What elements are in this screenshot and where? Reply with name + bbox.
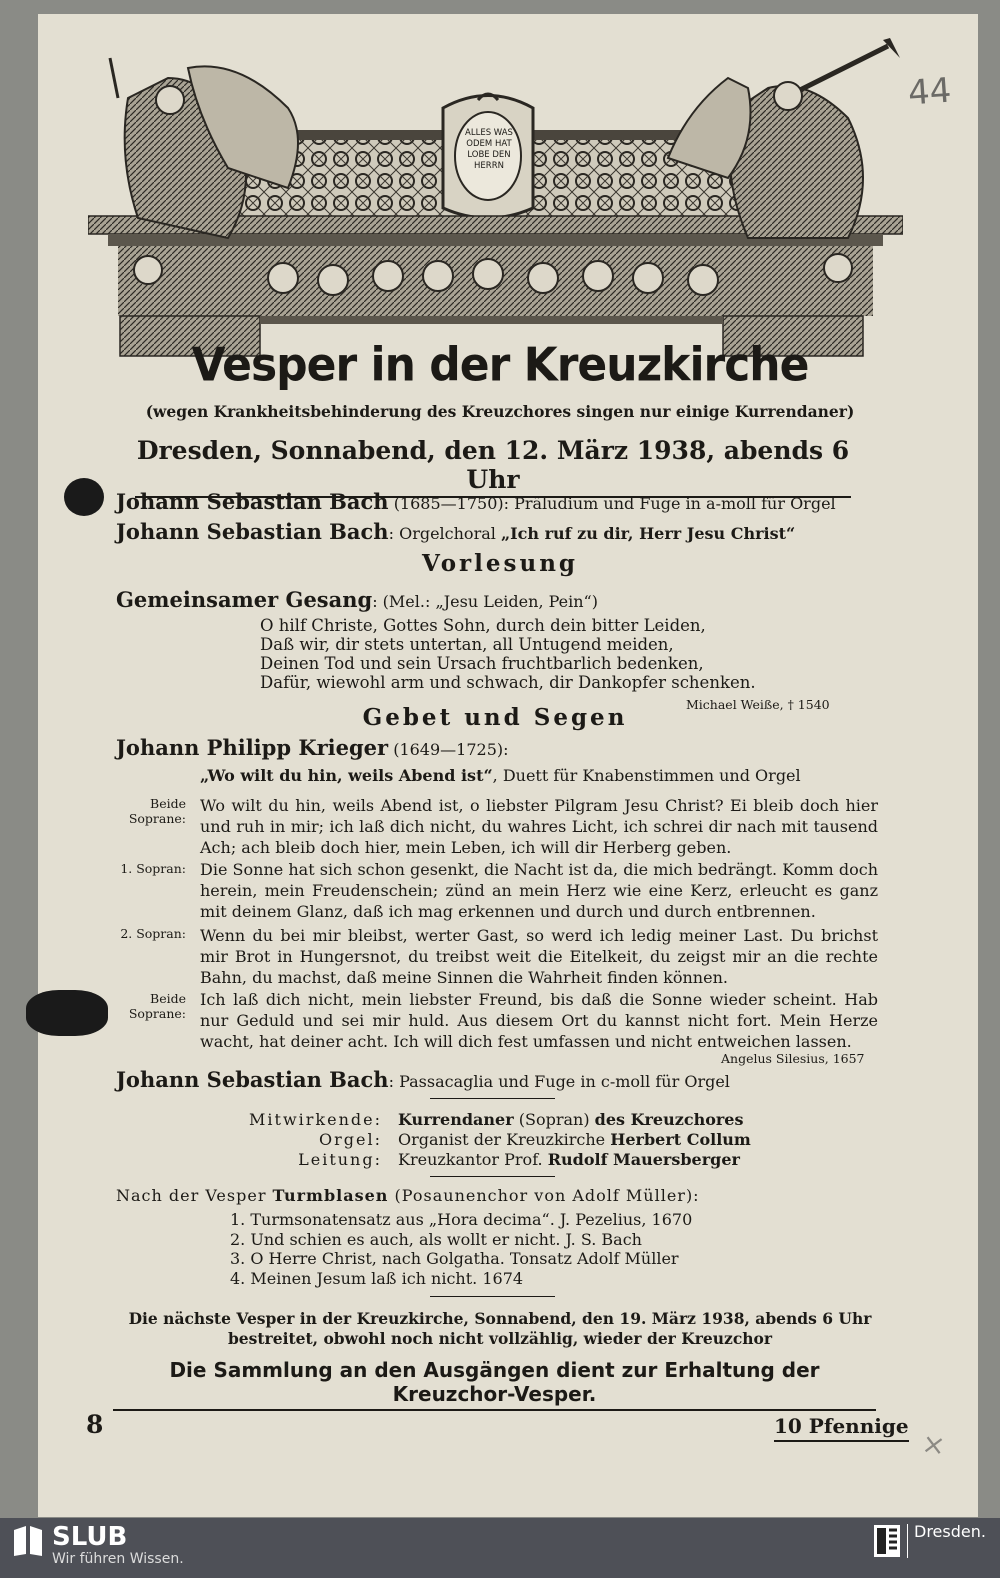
work-title: „Wo wilt du hin, weils Abend ist“ [200,766,493,785]
punch-hole-mark [64,478,104,516]
page-number: 8 [86,1410,104,1439]
hymn-line: Deinen Tod und sein Ursach fruchtbarlich bedenken, [260,654,704,673]
list-item: 1. Turmsonatensatz aus „Hora decima“. J. Pezelius, 1670 [230,1210,693,1229]
hymn-heading: Gemeinsamer Gesang [116,587,373,612]
pencil-cross-mark: × [919,1426,948,1463]
turmblasen-list [230,1210,692,1288]
credit-value [398,1110,743,1129]
intro-text: Nach der Vesper [116,1186,273,1205]
punch-hole-mark [26,990,108,1036]
program-item-krieger [116,735,509,760]
next-vesper-notice [0,1309,1000,1349]
credit-name: Rudolf Mauersberger [547,1150,740,1169]
hymn-line: Dafür, wiewohl arm und schwach, dir Dankopfer schenken. [260,673,756,692]
collection-note: Die Sammlung an den Ausgängen dient zur Erhaltung der Kreuzchor-Vesper. [113,1358,876,1411]
hymn-line: O hilf Christe, Gottes Sohn, durch dein bitter Leiden, [260,616,706,635]
composer-name: Johann Philipp Krieger [116,735,389,760]
verse-label: 2. Sopran: [120,926,186,941]
footer-divider [907,1524,908,1558]
divider [430,1296,555,1297]
credit-note: Kreuzkantor Prof. [398,1150,548,1169]
work-title: „Ich ruf zu dir, Herr Jesu Christ“ [500,524,796,543]
hymn-heading-line [116,587,598,612]
credit-role: Orgel: [319,1130,382,1149]
notice-line: Die nächste Vesper in der Kreuzkirche, Sonnabend, den 19. März 1938, abends 6 Uhr [128,1309,872,1328]
section-prayer: Gebet und Segen [362,704,628,731]
duet-title-line [200,766,801,785]
verse-text: Ich laß dich nicht, mein liebster Freund, bis daß die Sonne wieder scheint. Hab nur Geduld und sei mir huld. Aus diesem Ort du kannst nicht fort. Mein Herze wacht, hat deiner acht. Ich will dich fest umfassen und nicht entweichen lassen. [200,990,878,1051]
composer-name: Johann Sebastian Bach [116,519,389,544]
verse-text: Wenn du bei mir bleibst, werter Gast, so werd ich ledig meiner Last. Du brichst mir Brot in Hungersnot, du treibst weit die Eitelkeit, du zeigst mir an die rechte Bahn, du machst, daß meine Sinnen die Wahrheit finden können. [200,926,878,987]
composer-name: Johann Sebastian Bach [116,489,389,514]
library-footer [0,1518,1000,1578]
section-reading: Vorlesung [421,550,579,577]
program-item-1 [116,489,836,514]
work-detail: : Orgelchoral [388,524,501,543]
turmblasen-intro [116,1186,700,1205]
credit-value [398,1150,740,1169]
notice-line: bestreitet, obwohl noch nicht vollzählig, wieder der Kreuzchor [227,1329,773,1348]
list-item: 4. Meinen Jesum laß ich nicht. 1674 [230,1268,524,1288]
credit-role: Mitwirkende: [249,1110,382,1129]
organ-gallery-illustration [88,38,903,360]
list-item: 3. O Herre Christ, nach Golgatha. Tonsatz Adolf Müller [230,1249,679,1268]
page-title: Vesper in der Kreuzkirche [191,338,809,393]
credit-note: (Sopran) [513,1110,595,1129]
footer-tagline: Wir führen Wissen. [52,1551,184,1567]
hymn-author: Michael Weiße, † 1540 [686,697,830,712]
credit-note: Organist der Kreuzkirche [398,1130,611,1149]
hymn-line: Daß wir, dir stets untertan, all Untugend meiden, [260,635,674,654]
intro-text: (Posaunenchor von Adolf Müller): [388,1186,700,1205]
crest-inscription: ALLES WAS ODEM HAT LOBE DEN HERRN [465,128,513,171]
divider [430,1098,555,1099]
divider [430,1176,555,1177]
footer-partner: Dresden. [914,1522,986,1541]
program-item-2 [116,519,795,544]
credit-name: des Kreuzchores [594,1110,744,1129]
verse-text: Wo wilt du hin, weils Abend ist, o liebster Pilgram Jesu Christ? Ei bleib doch hier und ruh in mir; ich laß dich nicht, du wahres Licht, ich schrei dir nach mit tausend Ach; ach bleib doch hier, mein Leben, ich will dir Herberg geben. [200,796,878,857]
verse-label: 1. Sopran: [120,861,186,876]
intro-emphasis: Turmblasen [272,1186,389,1205]
verse-label: Beide Soprane: [128,796,186,826]
subtitle: (wegen Krankheitsbehinderung des Kreuzchores singen nur einige Kurrendaner) [145,402,855,421]
work-detail: (1685—1750): Präludium und Fuge in a-moll für Orgel [393,494,836,513]
handwritten-folio-number: 44 [906,70,953,114]
verse-text: Die Sonne hat sich schon gesenkt, die Nacht ist da, die mich bedrängt. Komm doch herein, mein Freudenschein; zünd an mein Herz wie eine Kerz, erleucht es ganz mit deinem Glanz, daß ich mag erkennen und durch und durch entbrennen. [200,860,878,921]
event-dateline: Dresden, Sonnabend, den 12. März 1938, abends 6 Uhr [135,436,851,498]
credit-value [398,1130,751,1149]
price: 10 Pfennige [774,1414,909,1442]
credit-name: Herbert Collum [610,1130,751,1149]
footer-brand: SLUB [52,1522,128,1552]
hymn-melody: : (Mel.: „Jesu Leiden, Pein“) [372,592,598,611]
program-item-last [116,1067,730,1092]
composer-name: Johann Sebastian Bach [116,1067,389,1092]
work-detail: : Passacaglia und Fuge in c-moll für Orgel [388,1072,730,1091]
composer-years: (1649—1725): [393,740,509,759]
coat-of-arms-icon [873,1524,901,1558]
credit-role: Leitung: [298,1150,382,1169]
verse-author: Angelus Silesius, 1657 [721,1051,865,1066]
credit-name: Kurrendaner [398,1110,514,1129]
hymn-text [260,616,756,692]
verse-label: Beide Soprane: [128,991,186,1021]
list-item: 2. Und schien es auch, als wollt er nicht. J. S. Bach [230,1229,642,1249]
work-detail: , Duett für Knabenstimmen und Orgel [492,766,801,785]
book-logo-icon [12,1524,44,1558]
